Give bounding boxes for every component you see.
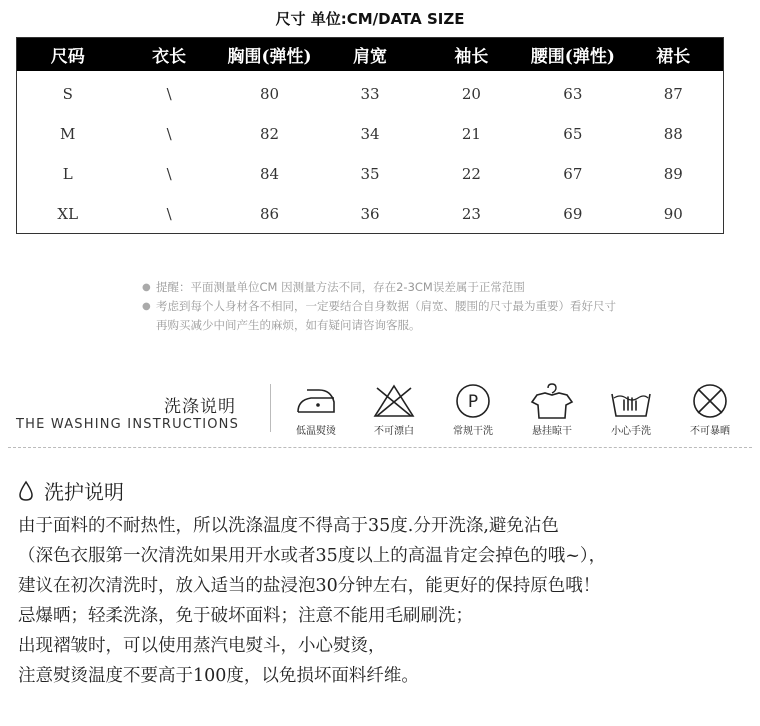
dry-clean-p-icon <box>450 382 496 420</box>
size-table-body <box>17 71 723 234</box>
table-cell: \ <box>166 205 172 223</box>
care-line: （深色衣服第一次清洗如果用开水或者35度以上的高温肯定会掉色的哦~）， <box>18 546 607 566</box>
wash-symbol <box>678 382 742 437</box>
size-table <box>16 37 724 234</box>
wash-symbol <box>520 382 584 437</box>
header-cell: 尺码 <box>50 47 85 67</box>
wash-symbol-label: 不可漂白 <box>374 426 414 437</box>
wash-symbol <box>441 382 505 437</box>
care-line: 由于面料的不耐热性，所以洗涤温度不得高于35度.分开洗涤,避免沾色 <box>18 516 559 536</box>
table-cell: 22 <box>461 165 481 183</box>
wash-symbol <box>284 382 348 437</box>
size-table-header <box>17 38 723 71</box>
table-cell: 84 <box>260 165 280 183</box>
note-text: 提醒：平面测量单位CM 因测量方法不同，存在2-3CM误差属于正常范围 <box>156 280 525 294</box>
header-cell: 腰围(弹性) <box>530 47 615 67</box>
care-line: 注意熨烫温度不要高于100度，以免损坏面料纤维。 <box>18 666 419 686</box>
wash-symbol-label: 不可暴晒 <box>690 426 730 437</box>
table-cell: M <box>60 125 76 143</box>
water-drop-icon <box>18 480 34 502</box>
table-cell: 23 <box>461 205 481 223</box>
table-row <box>17 74 723 114</box>
care-title <box>18 476 124 505</box>
washing-title-en: THE WASHING INSTRUCTIONS <box>16 417 240 432</box>
table-cell: 36 <box>360 205 380 223</box>
table-cell: 65 <box>563 125 583 143</box>
table-cell: 87 <box>663 85 683 103</box>
care-line: 出现褶皱时，可以使用蒸汽电熨斗，小心熨烫， <box>18 636 386 656</box>
table-cell: 90 <box>663 205 683 223</box>
table-cell: \ <box>166 85 172 103</box>
bullet-dot-icon: ● <box>142 301 151 312</box>
table-cell: 33 <box>360 85 380 103</box>
table-cell: 82 <box>260 125 280 143</box>
table-cell: 86 <box>260 205 280 223</box>
iron-low-icon <box>293 382 339 420</box>
table-cell: XL <box>57 205 79 223</box>
table-cell: 35 <box>360 165 380 183</box>
table-cell: 67 <box>563 165 583 183</box>
table-cell: 69 <box>563 205 583 223</box>
header-cell: 袖长 <box>454 47 489 67</box>
wash-symbol <box>362 382 426 437</box>
care-line: 忌爆晒；轻柔洗涤，免于破坏面料；注意不能用毛刷刷洗； <box>18 606 473 626</box>
wash-symbol <box>599 382 663 437</box>
table-cell: S <box>62 85 73 103</box>
wash-symbol-label: 小心手洗 <box>611 426 651 437</box>
no-tumble-dry-icon <box>687 382 733 420</box>
size-chart-title: 尺寸 单位:CM/DATA SIZE <box>275 10 465 28</box>
dry-clean-p-letter: P <box>467 392 479 412</box>
table-cell: 20 <box>461 85 481 103</box>
wash-symbol-label: 常规干洗 <box>453 426 493 437</box>
header-cell: 衣长 <box>152 47 187 67</box>
no-bleach-icon <box>371 382 417 420</box>
care-title-text: 洗护说明 <box>44 480 124 504</box>
table-cell: 21 <box>461 125 481 143</box>
care-line: 建议在初次清洗时，放入适当的盐浸泡30分钟左右，能更好的保持原色哦！ <box>18 576 601 596</box>
table-cell: \ <box>166 125 172 143</box>
wash-symbol-label: 低温熨烫 <box>296 426 336 437</box>
table-row <box>17 154 723 194</box>
table-cell: 34 <box>360 125 380 143</box>
table-row <box>17 194 723 234</box>
header-cell: 裙长 <box>656 47 691 67</box>
wash-symbol-label: 悬挂晾干 <box>532 426 572 437</box>
table-cell: L <box>62 165 73 183</box>
note-item <box>142 278 622 297</box>
table-cell: 63 <box>563 85 583 103</box>
table-cell: \ <box>166 165 172 183</box>
divider <box>270 384 271 432</box>
washing-icons <box>284 382 744 442</box>
table-cell: 89 <box>663 165 683 183</box>
measurement-notes <box>142 278 622 335</box>
dashed-divider <box>8 447 752 448</box>
bullet-dot-icon: ● <box>142 282 151 293</box>
table-row <box>17 114 723 154</box>
header-cell: 肩宽 <box>352 47 387 67</box>
table-cell: 88 <box>663 125 683 143</box>
note-text: 考虑到每个人身材各不相同，一定要结合自身数据（肩宽、腰围的尺寸最为重要）看好尺寸再购买减少中间产生的麻烦，如有疑问请咨询客服。 <box>156 299 616 332</box>
table-cell: 80 <box>260 85 280 103</box>
washing-title-zh: 洗涤说明 <box>164 397 236 417</box>
care-instructions <box>18 511 753 691</box>
hang-dry-icon <box>529 382 575 420</box>
header-cell: 胸围(弹性) <box>227 47 312 67</box>
hand-wash-icon <box>608 382 654 420</box>
note-item <box>142 297 622 335</box>
